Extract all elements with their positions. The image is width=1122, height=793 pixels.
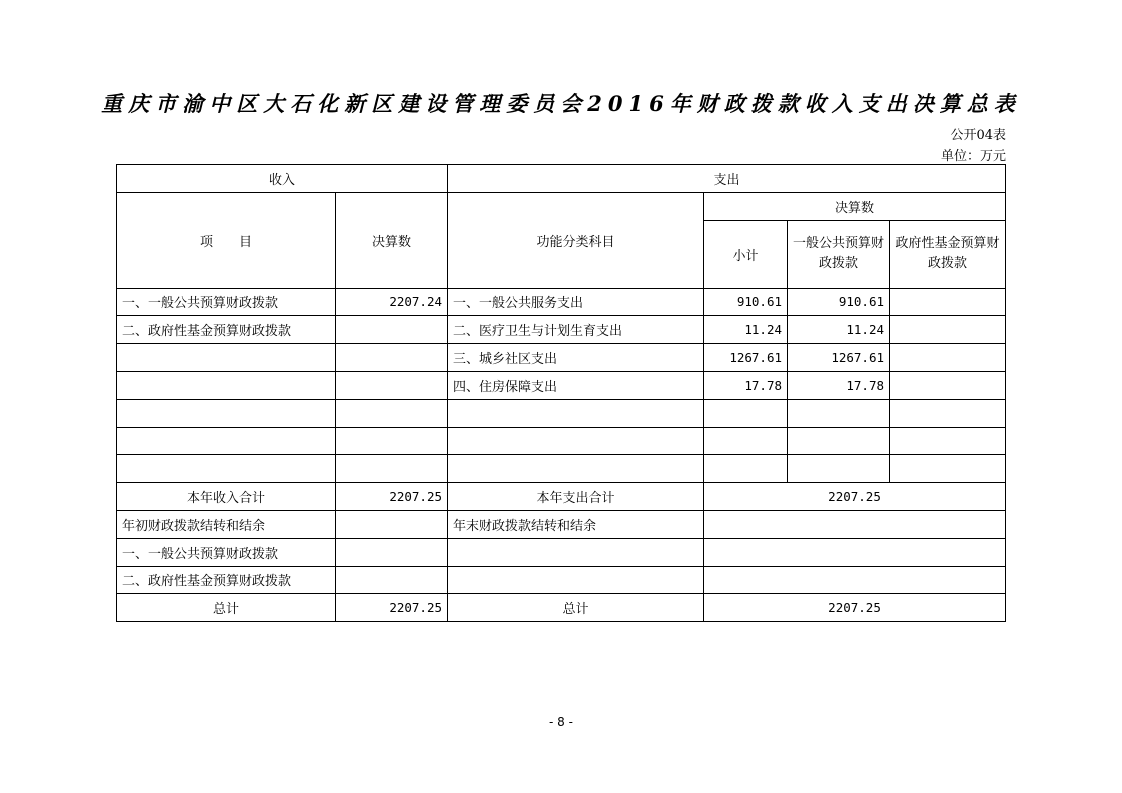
income-item bbox=[117, 399, 336, 427]
table-row bbox=[117, 288, 1006, 316]
expense-fund bbox=[890, 316, 1006, 344]
carry-fund-amount bbox=[336, 566, 448, 594]
subtotal-header: 小计 bbox=[704, 220, 788, 288]
expense-item: 三、城乡社区支出 bbox=[448, 344, 704, 372]
expense-item bbox=[448, 427, 704, 455]
expense-fund bbox=[890, 427, 1006, 455]
income-amount bbox=[336, 344, 448, 372]
grand-total-income-label: 总计 bbox=[117, 594, 336, 622]
carry-fund-expense-amount bbox=[704, 566, 1006, 594]
annual-expense-total-label: 本年支出合计 bbox=[448, 483, 704, 511]
annual-expense-total-amount: 2207.25 bbox=[704, 483, 1006, 511]
income-item bbox=[117, 371, 336, 399]
income-amount bbox=[336, 316, 448, 344]
carry-general-expense bbox=[448, 538, 704, 566]
expense-general bbox=[788, 399, 890, 427]
table-code: 公开04表 bbox=[950, 128, 1006, 143]
carry-general-expense-amount bbox=[704, 538, 1006, 566]
expense-item: 二、医疗卫生与计划生育支出 bbox=[448, 316, 704, 344]
income-amount: 2207.24 bbox=[336, 288, 448, 316]
expense-general: 11.24 bbox=[788, 316, 890, 344]
expense-subtotal: 11.24 bbox=[704, 316, 788, 344]
grand-total-row bbox=[117, 594, 1006, 622]
expense-subtotal: 17.78 bbox=[704, 371, 788, 399]
carry-fund-expense bbox=[448, 566, 704, 594]
table-row bbox=[117, 399, 1006, 427]
income-item: 一、一般公共预算财政拨款 bbox=[117, 288, 336, 316]
table-row bbox=[117, 455, 1006, 483]
expense-general: 17.78 bbox=[788, 371, 890, 399]
income-carry-begin-label: 年初财政拨款结转和结余 bbox=[117, 510, 336, 538]
func-category-header: 功能分类科目 bbox=[448, 192, 704, 288]
grand-total-expense-amount: 2207.25 bbox=[704, 594, 1006, 622]
expense-subtotal bbox=[704, 455, 788, 483]
unit-label: 单位：万元 bbox=[940, 149, 1006, 164]
table-row bbox=[117, 344, 1006, 372]
table-row bbox=[117, 427, 1006, 455]
annual-total-row bbox=[117, 483, 1006, 511]
expense-fund bbox=[890, 371, 1006, 399]
grand-total-expense-label: 总计 bbox=[448, 594, 704, 622]
income-amount bbox=[336, 399, 448, 427]
annual-income-total-label: 本年收入合计 bbox=[117, 483, 336, 511]
income-carry-begin-amount bbox=[336, 510, 448, 538]
expense-carry-end-amount bbox=[704, 510, 1006, 538]
expense-fund bbox=[890, 399, 1006, 427]
expense-fund bbox=[890, 344, 1006, 372]
income-item bbox=[117, 344, 336, 372]
income-header: 收入 bbox=[117, 165, 448, 193]
expense-general: 1267.61 bbox=[788, 344, 890, 372]
income-amount bbox=[336, 371, 448, 399]
expense-fund bbox=[890, 288, 1006, 316]
carry-general-amount bbox=[336, 538, 448, 566]
income-amount bbox=[336, 427, 448, 455]
expense-item: 一、一般公共服务支出 bbox=[448, 288, 704, 316]
expense-subtotal bbox=[704, 427, 788, 455]
expense-item bbox=[448, 399, 704, 427]
table-row bbox=[117, 316, 1006, 344]
expense-fund bbox=[890, 455, 1006, 483]
item-header: 项 目 bbox=[117, 192, 336, 288]
carry-over-row bbox=[117, 510, 1006, 538]
income-item: 二、政府性基金预算财政拨款 bbox=[117, 316, 336, 344]
gov-fund-header: 政府性基金预算财政拨款 bbox=[890, 220, 1006, 288]
final-accounts-table bbox=[116, 164, 1006, 622]
income-item bbox=[117, 427, 336, 455]
carry-fund-row bbox=[117, 566, 1006, 594]
general-budget-header: 一般公共预算财政拨款 bbox=[788, 220, 890, 288]
final-amount-header: 决算数 bbox=[336, 192, 448, 288]
expense-subtotal bbox=[704, 399, 788, 427]
expense-header: 支出 bbox=[448, 165, 1006, 193]
carry-fund-label: 二、政府性基金预算财政拨款 bbox=[117, 566, 336, 594]
grand-total-income-amount: 2207.25 bbox=[336, 594, 448, 622]
expense-general: 910.61 bbox=[788, 288, 890, 316]
income-amount bbox=[336, 455, 448, 483]
table-row bbox=[117, 371, 1006, 399]
income-item bbox=[117, 455, 336, 483]
expense-item bbox=[448, 455, 704, 483]
annual-income-total-amount: 2207.25 bbox=[336, 483, 448, 511]
expense-carry-end-label: 年末财政拨款结转和结余 bbox=[448, 510, 704, 538]
expense-general bbox=[788, 455, 890, 483]
page-number: - 8 - bbox=[549, 715, 573, 729]
document-title: 重庆市渝中区大石化新区建设管理委员会2016年财政拨款收入支出决算总表 bbox=[101, 91, 1021, 116]
expense-subtotal: 1267.61 bbox=[704, 344, 788, 372]
expense-subtotal: 910.61 bbox=[704, 288, 788, 316]
carry-general-row bbox=[117, 538, 1006, 566]
carry-general-label: 一、一般公共预算财政拨款 bbox=[117, 538, 336, 566]
expense-item: 四、住房保障支出 bbox=[448, 371, 704, 399]
final-amount-header-expense: 决算数 bbox=[704, 192, 1006, 220]
expense-general bbox=[788, 427, 890, 455]
